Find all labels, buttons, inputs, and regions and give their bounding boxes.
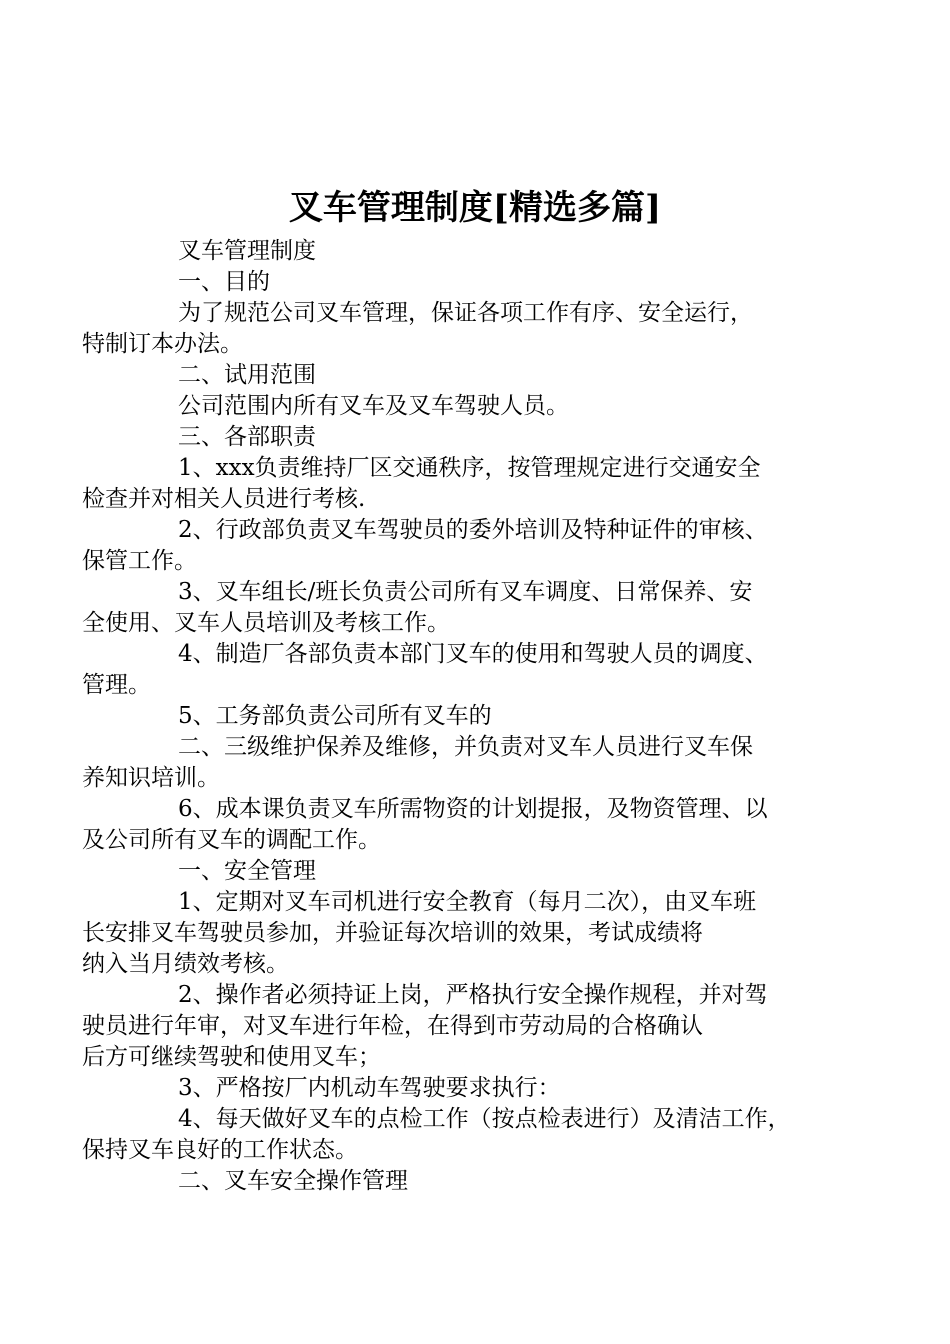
paragraph-line: 4、制造厂各部负责本部门叉车的使用和驾驶人员的调度、 [178, 641, 768, 667]
paragraph [130, 360, 830, 391]
paragraph-line: 二、叉车安全操作管理 [178, 1168, 408, 1194]
paragraph-line: 一、安全管理 [178, 858, 316, 884]
paragraph-line: 三、各部职责 [178, 424, 316, 450]
paragraph [130, 701, 830, 732]
paragraph-line: 1、xxx负责维持厂区交通秩序，按管理规定进行交通安全 [178, 455, 761, 481]
paragraph [130, 422, 830, 453]
paragraph [130, 267, 830, 298]
paragraph-line: 管理。 [82, 672, 151, 698]
paragraph [130, 391, 830, 422]
paragraph [82, 577, 830, 639]
paragraph-line: 二、三级维护保养及维修，并负责对叉车人员进行叉车保 [178, 734, 753, 760]
paragraph [130, 856, 830, 887]
paragraph-line: 5、工务部负责公司所有叉车的 [178, 703, 492, 729]
paragraph [82, 794, 830, 856]
paragraph [130, 236, 830, 267]
paragraph-line: 二、试用范围 [178, 362, 316, 388]
paragraph-line: 特制订本办法。 [82, 331, 243, 357]
paragraph-line: 驶员进行年审，对叉车进行年检，在得到市劳动局的合格确认 [82, 1013, 703, 1039]
paragraph [82, 639, 830, 701]
paragraph-line: 及公司所有叉车的调配工作。 [82, 827, 381, 853]
paragraph [82, 1104, 830, 1166]
paragraph [82, 515, 830, 577]
paragraph [82, 887, 830, 980]
paragraph-line: 一、目的 [178, 269, 270, 295]
paragraph [82, 980, 830, 1073]
paragraph-line: 叉车管理制度 [178, 238, 316, 264]
paragraph-line: 4、每天做好叉车的点检工作（按点检表进行）及清洁工作， [178, 1106, 791, 1132]
paragraph [82, 453, 830, 515]
paragraph-line: 保持叉车良好的工作状态。 [82, 1137, 358, 1163]
paragraph-line: 公司范围内所有叉车及叉车驾驶人员。 [178, 393, 569, 419]
paragraph-line: 纳入当月绩效考核。 [82, 951, 289, 977]
paragraph-line: 后方可继续驾驶和使用叉车； [82, 1044, 381, 1070]
paragraph-line: 2、行政部负责叉车驾驶员的委外培训及特种证件的审核、 [178, 517, 768, 543]
paragraph [130, 1073, 830, 1104]
paragraph-line: 2、操作者必须持证上岗，严格执行安全操作规程，并对驾 [178, 982, 768, 1008]
paragraph-line: 检查并对相关人员进行考核. [82, 486, 366, 512]
paragraph-line: 全使用、叉车人员培训及考核工作。 [82, 610, 450, 636]
paragraph-line: 保管工作。 [82, 548, 197, 574]
paragraph-line: 3、叉车组长/班长负责公司所有叉车调度、日常保养、安 [178, 579, 753, 605]
paragraph-line: 为了规范公司叉车管理，保证各项工作有序、安全运行， [178, 300, 753, 326]
page-title: 叉车管理制度[精选多篇] [288, 188, 662, 228]
paragraph-line: 3、严格按厂内机动车驾驶要求执行： [178, 1075, 561, 1101]
paragraph-line: 养知识培训。 [82, 765, 220, 791]
paragraph [130, 1166, 830, 1197]
document-body [82, 236, 830, 1197]
paragraph [82, 732, 830, 794]
paragraph-line: 1、定期对叉车司机进行安全教育（每月二次），由叉车班 [178, 889, 757, 915]
paragraph-line: 长安排叉车驾驶员参加，并验证每次培训的效果，考试成绩将 [82, 920, 703, 946]
paragraph-line: 6、成本课负责叉车所需物资的计划提报，及物资管理、以 [178, 796, 768, 822]
paragraph [82, 298, 830, 360]
